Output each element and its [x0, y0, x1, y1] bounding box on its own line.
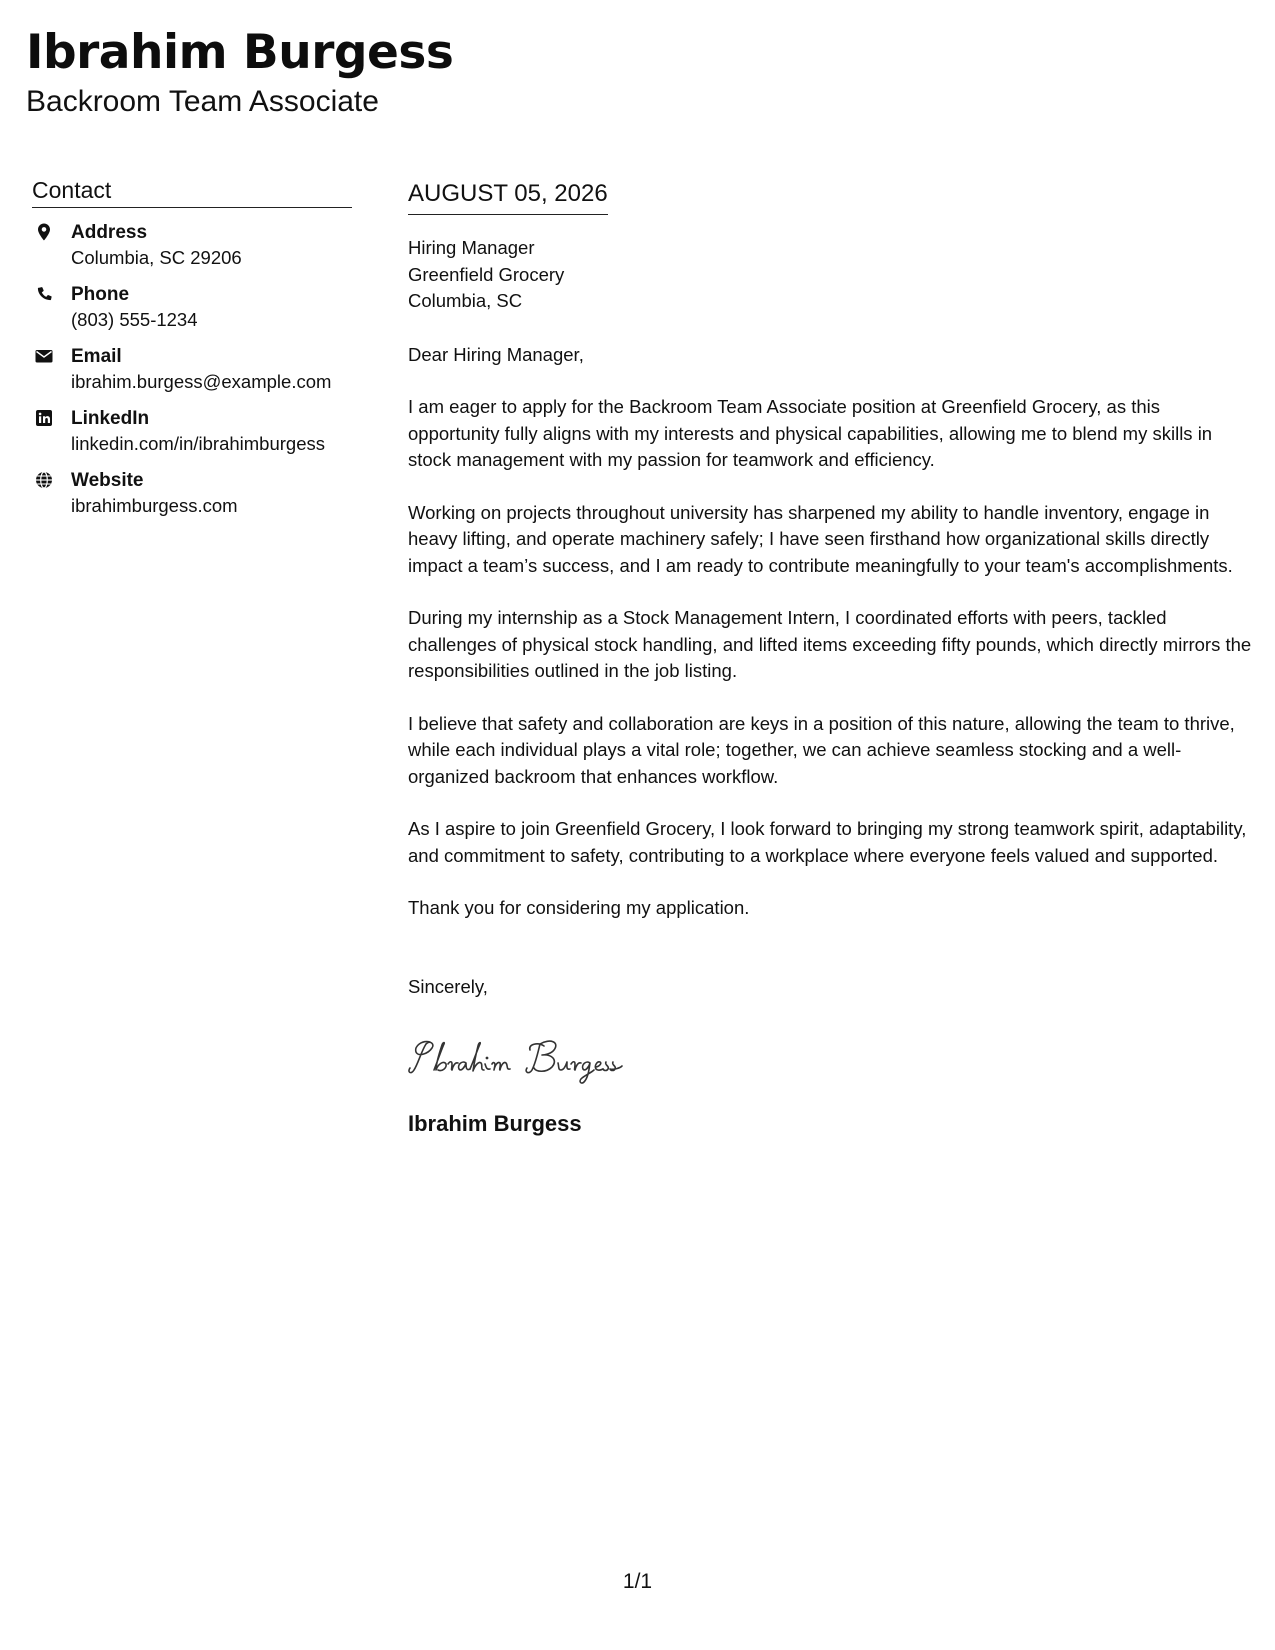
paragraph: I am eager to apply for the Backroom Team Associate position at Greenfield Grocery, as this opportunity fully aligns with my interests and physical capabilities, allowing me to blend my skills in stock management with my passion for teamwork and efficiency. [408, 396, 1213, 470]
envelope-icon [34, 346, 54, 366]
contact-label: Address [71, 222, 148, 243]
linkedin-value[interactable] [71, 431, 352, 456]
recipient-line: Columbia, SC [408, 290, 523, 311]
applicant-title: Backroom Team Associate [26, 85, 379, 118]
paragraph: As I aspire to join Greenfield Grocery, I look forward to bringing my strong teamwork spirit, adaptability, and commitment to safety, contributing to a workplace where everyone feels valued and supported. [408, 818, 1247, 866]
email-value[interactable] [71, 369, 352, 394]
signer-name: Ibrahim Burgess [408, 1111, 582, 1136]
handwritten-signature [408, 1030, 678, 1088]
paragraph: Thank you for considering my application. [408, 897, 750, 918]
website-value[interactable] [71, 493, 352, 518]
phone-value: (803) 555-1234 [71, 309, 198, 330]
recipient-block [408, 235, 1253, 315]
letter-text [408, 342, 1253, 922]
applicant-name: Ibrahim Burgess [26, 25, 454, 80]
linkedin-link[interactable]: linkedin.com/in/ibrahimburgess [71, 433, 325, 454]
address-value: Columbia, SC 29206 [71, 247, 242, 268]
contact-label: Email [71, 346, 122, 367]
contact-item-phone [32, 282, 352, 332]
contact-label: LinkedIn [71, 408, 150, 429]
recipient-line: Hiring Manager [408, 237, 535, 258]
letter-header [26, 22, 453, 120]
contact-item-website [32, 468, 352, 518]
closing: Sincerely, [408, 975, 488, 997]
paragraph: Working on projects throughout university has sharpened my ability to handle inventory, engage in heavy lifting, and operate machinery safely; I have seen firsthand how organizational skills directly impact a team’s success, and I am ready to contribute meaningfully to your team's accomplishments. [408, 501, 1233, 576]
page-number: 1/1 [622, 1570, 653, 1593]
salutation: Dear Hiring Manager, [408, 343, 584, 365]
contact-label: Website [71, 470, 144, 491]
map-pin-icon [34, 222, 54, 242]
paragraph: I believe that safety and collaboration are keys in a position of this nature, allowing the team to thrive, while each individual plays a vital role; together, we can achieve seamless stocking and a well-organized backroom that enhances workflow. [408, 712, 1235, 787]
phone-icon [34, 284, 54, 304]
letter-body [408, 178, 1253, 1138]
globe-icon [34, 470, 54, 490]
contact-sidebar [32, 175, 352, 530]
email-link[interactable]: ibrahim.burgess@example.com [71, 371, 332, 392]
contact-item-address [32, 220, 352, 270]
contact-heading: Contact [32, 175, 352, 208]
paragraph: During my internship as a Stock Management Intern, I coordinated efforts with peers, tackled challenges of physical stock handling, and lifted items exceeding fifty pounds, which directly mirrors the responsibilities outlined in the job listing. [408, 607, 1252, 681]
recipient-line: Greenfield Grocery [408, 263, 565, 285]
letter-date: AUGUST 05, 2026 [408, 178, 608, 215]
linkedin-icon [34, 408, 54, 428]
contact-item-linkedin [32, 406, 352, 456]
contact-label: Phone [71, 284, 130, 305]
signature-drawing [408, 1030, 678, 1088]
website-link[interactable]: ibrahimburgess.com [71, 495, 238, 516]
contact-item-email [32, 344, 352, 394]
